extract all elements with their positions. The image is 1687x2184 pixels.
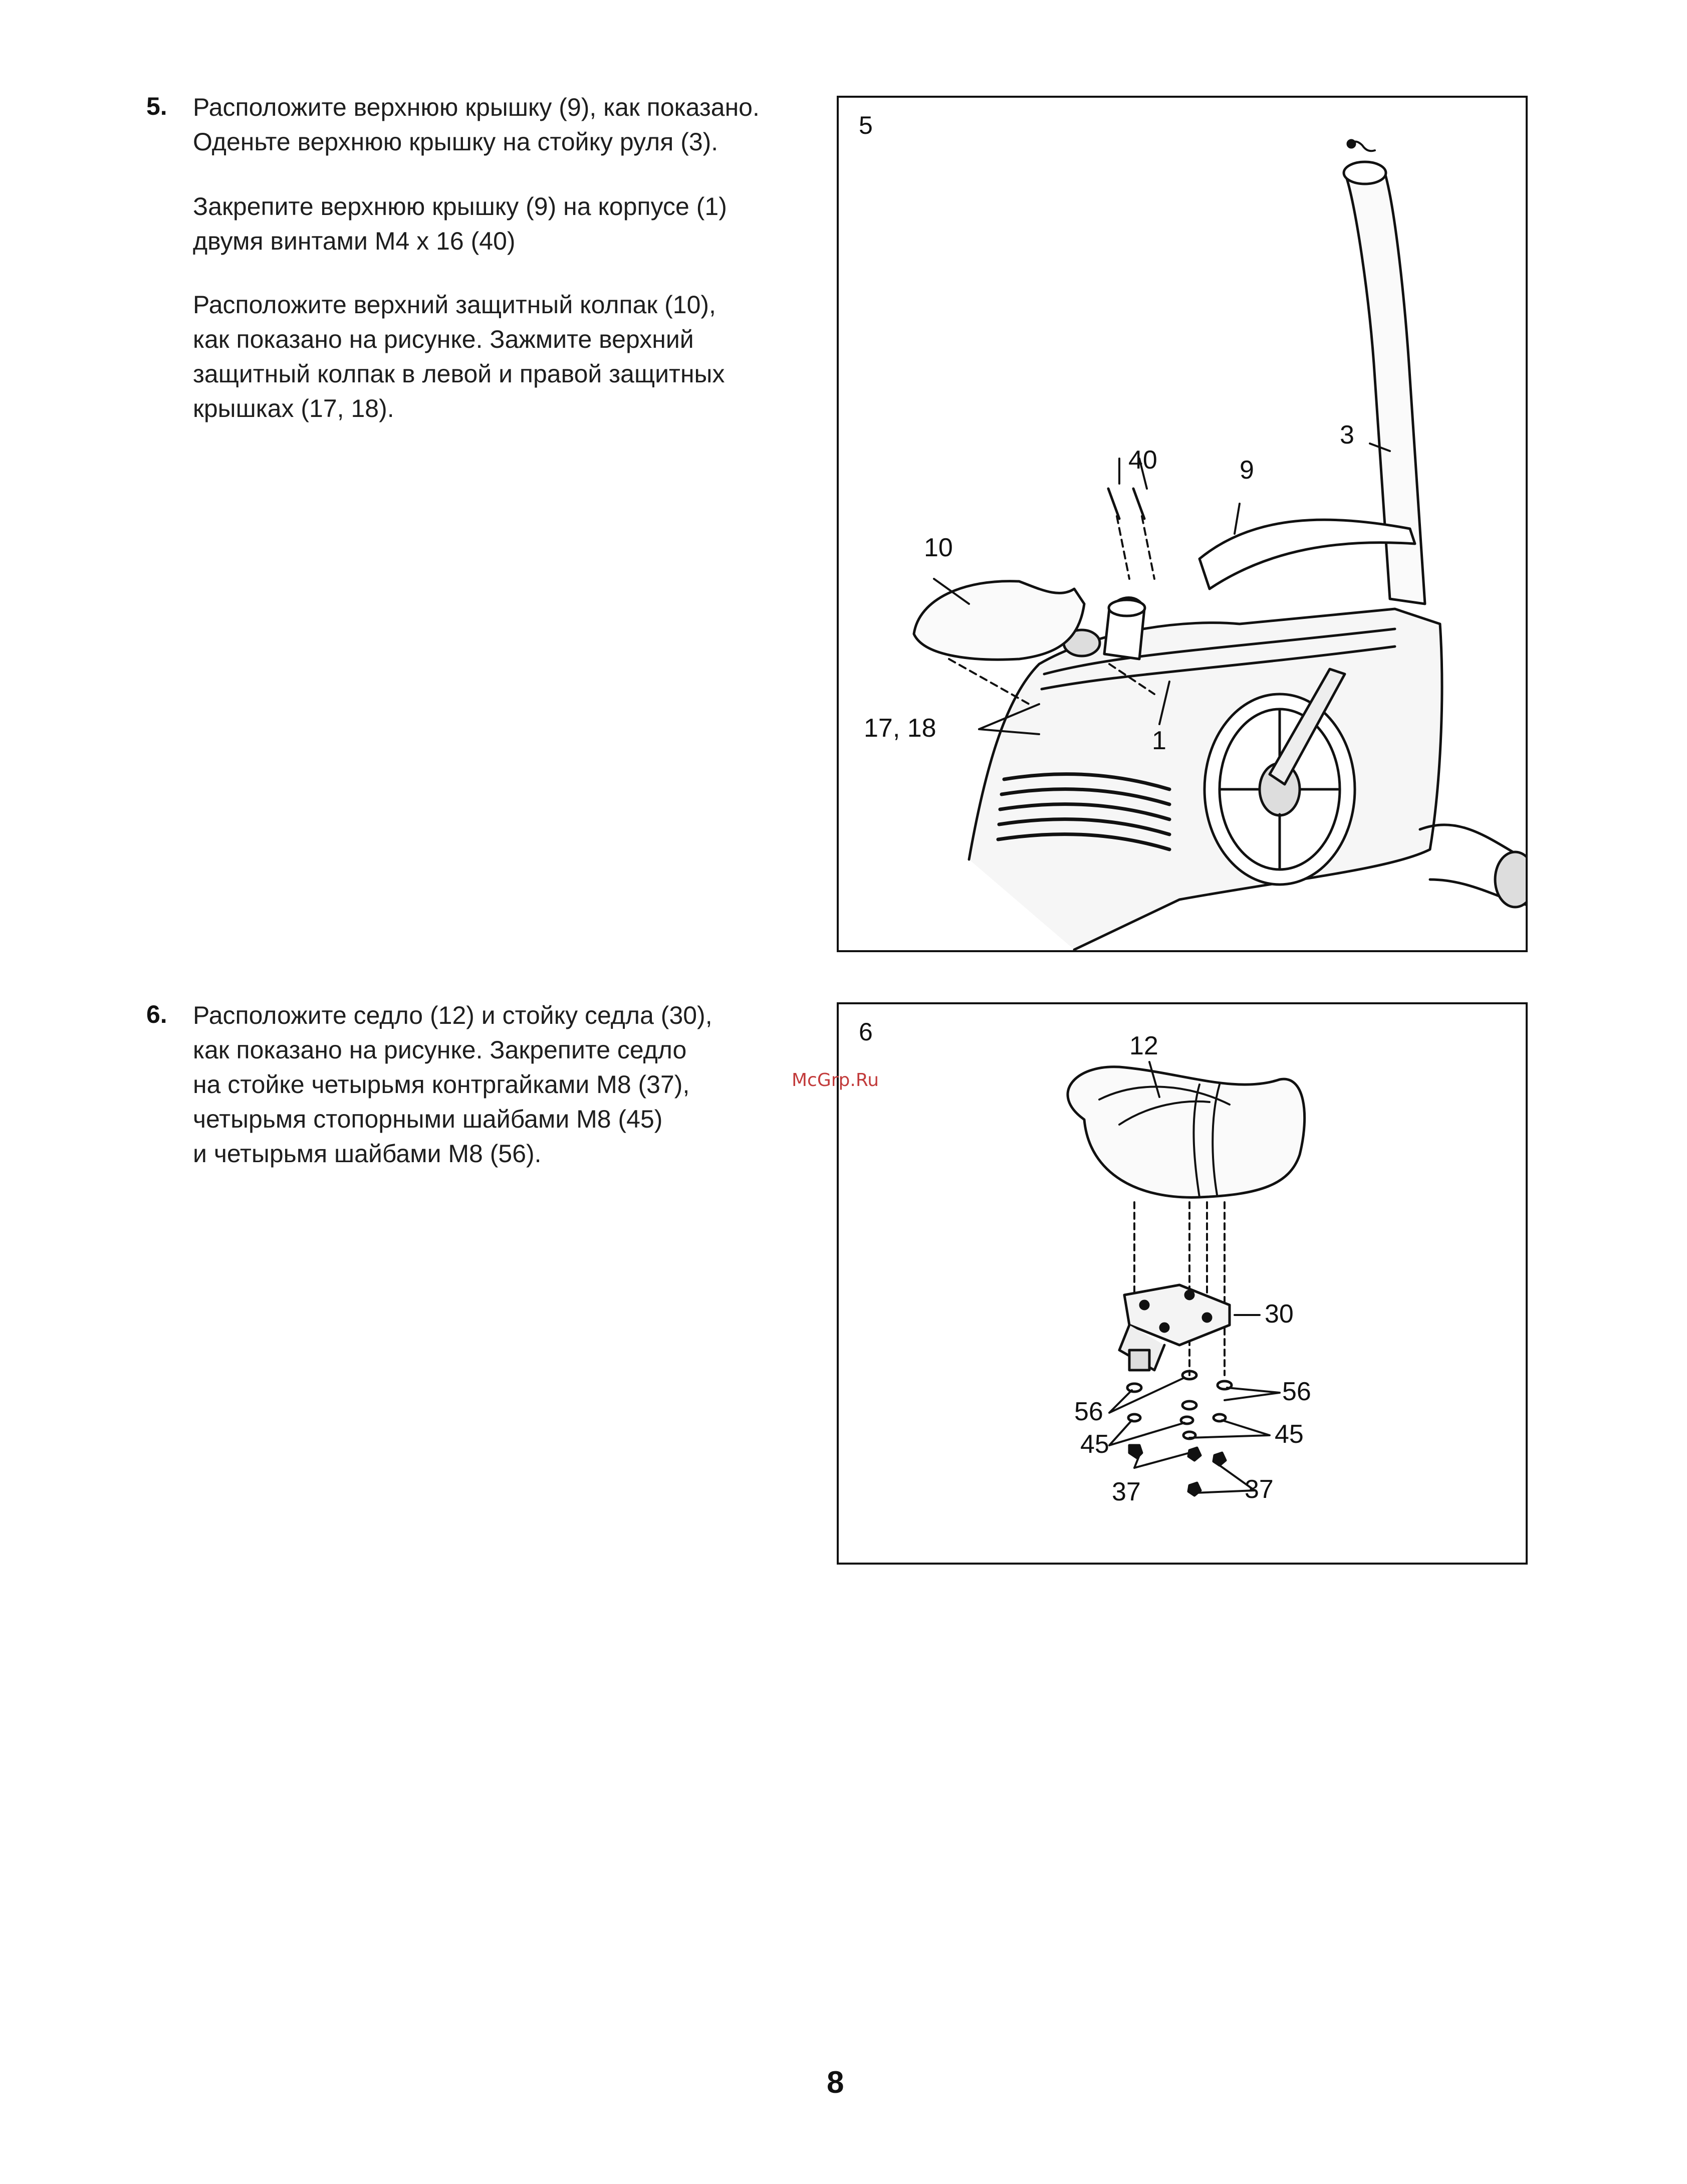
callout-12: 12 (1129, 1031, 1158, 1060)
callout-45-left: 45 (1080, 1430, 1109, 1459)
callout-45-right: 45 (1275, 1420, 1304, 1449)
step-5-number: 5. (146, 92, 167, 120)
top-cap (914, 581, 1084, 660)
figure-5-number: 5 (859, 111, 873, 139)
step-5-paragraph-1: Расположите верхнюю крышку (9), как показано. Оденьте верхнюю крышку на стойку руля (3). (193, 93, 760, 156)
callout-56-right: 56 (1282, 1377, 1311, 1406)
top-cover (1199, 520, 1415, 589)
step-5-paragraph-2: Закрепите верхнюю крышку (9) на корпусе (1) двумя винтами M4 x 16 (40) (193, 192, 727, 255)
page-number: 8 (827, 2065, 844, 2100)
watermark: McGrp.Ru (792, 1070, 879, 1090)
seat-assembly-illustration (839, 1004, 1526, 1563)
seat (1068, 1067, 1305, 1198)
callout-56-left: 56 (1074, 1397, 1103, 1426)
bike-frame-illustration (839, 98, 1526, 950)
callout-37-left: 37 (1112, 1477, 1141, 1506)
figure-5 (837, 96, 1528, 952)
step-6-paragraph-1: Расположите седло (12) и стойку седла (30), как показано на рисунке. Закрепите седло на стойке четырьмя контргайками M8 (37), четырьмя стопорными шайбами M8 (45) и четырьмя шайбами M8 (56). (193, 1001, 712, 1168)
figure-6 (837, 1002, 1528, 1565)
callout-17-18: 17, 18 (864, 714, 936, 743)
callout-1: 1 (1152, 726, 1166, 755)
callout-9: 9 (1240, 456, 1254, 485)
step-5-paragraph-3: Расположите верхний защитный колпак (10), как показано на рисунке. Зажмите верхний защитный колпак в левой и правой защитных крышках (17, 18). (193, 291, 725, 422)
callout-40: 40 (1128, 446, 1157, 475)
callout-30: 30 (1265, 1299, 1294, 1329)
callout-10: 10 (924, 533, 953, 562)
figure-6-number: 6 (859, 1018, 873, 1046)
callout-3: 3 (1340, 420, 1354, 450)
callout-37-right: 37 (1245, 1475, 1274, 1504)
step-6-number: 6. (146, 1000, 167, 1028)
